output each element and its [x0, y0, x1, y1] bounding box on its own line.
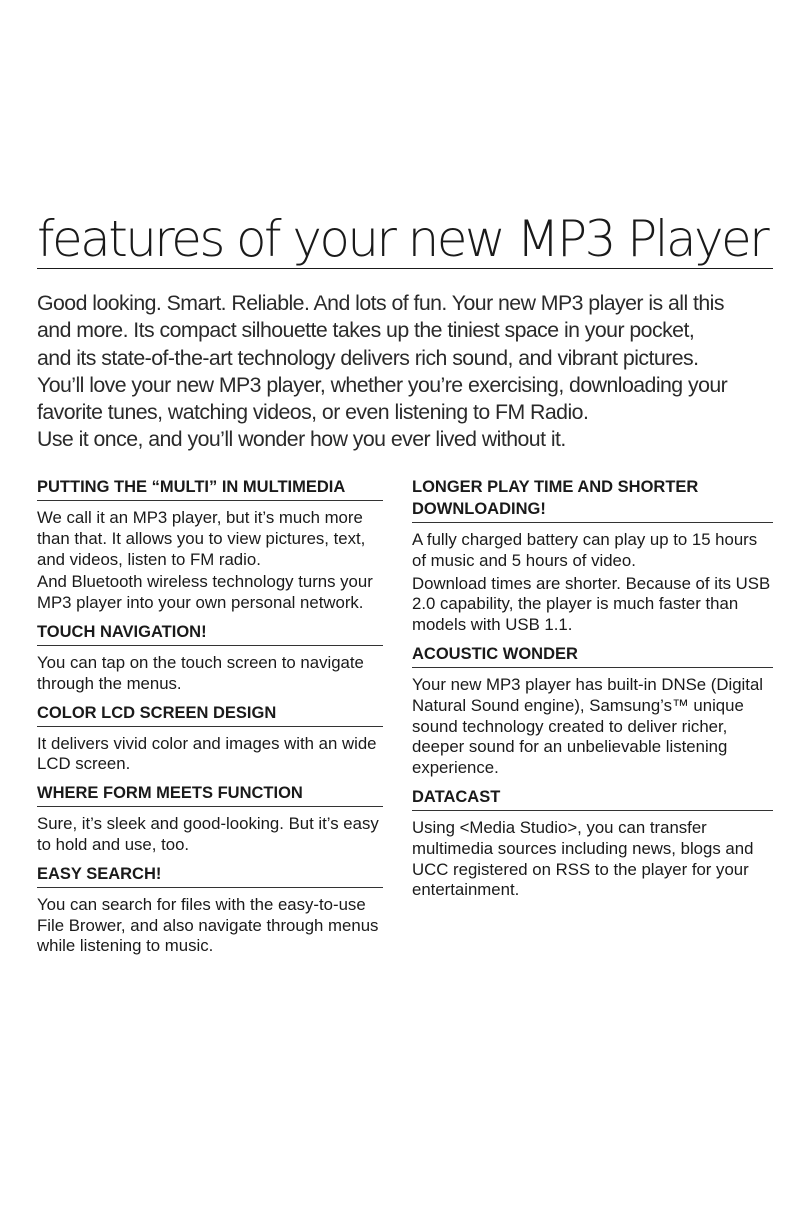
section-heading: WHERE FORM MEETS FUNCTION: [37, 782, 383, 807]
section-body: [412, 818, 773, 901]
section-paragraph: Using <Media Studio>, you can transfer multimedia sources including news, blogs and UCC registered on RSS to the player for your entertainment.: [412, 817, 754, 900]
section-paragraph: You can search for files with the easy-to-use File Brower, and also navigate through menus while listening to music.: [37, 894, 379, 956]
section-paragraph: Sure, it’s sleek and good-looking. But it’s easy to hold and use, too.: [37, 814, 379, 854]
right-column: [412, 476, 773, 908]
left-column: [37, 476, 383, 964]
section-heading: COLOR LCD SCREEN DESIGN: [37, 702, 383, 727]
section-paragraph: Download times are shorter. Because of its USB 2.0 capability, the player is much faster than models with USB 1.1.: [412, 573, 771, 635]
section-heading: LONGER PLAY TIME AND SHORTER DOWNLOADING!: [412, 476, 773, 523]
intro-line: and more. Its compact silhouette takes up the tiniest space in your pocket,: [37, 318, 695, 343]
manual-page: [37, 0, 773, 1205]
section-multimedia: [37, 476, 383, 614]
section-body: [412, 530, 773, 636]
section-body: [37, 653, 383, 695]
intro-line: Use it once, and you’ll wonder how you ever lived without it.: [37, 427, 566, 452]
section-heading: ACOUSTIC WONDER: [412, 643, 773, 668]
page-title: features of your new MP3 Player: [37, 210, 773, 269]
section-paragraph: A fully charged battery can play up to 15 hours of music and 5 hours of video.: [412, 530, 758, 570]
section-body: [37, 814, 383, 856]
section-touch-navigation: [37, 621, 383, 695]
section-body: [412, 675, 773, 779]
section-paragraph: Your new MP3 player has built-in DNSe (Digital Natural Sound engine), Samsung’s™ unique sound technology created to deliver richer, deeper sound for an unbelievable listening experience.: [412, 674, 764, 778]
intro-line: You’ll love your new MP3 player, whether you’re exercising, downloading your: [37, 372, 728, 397]
section-heading: DATACAST: [412, 786, 773, 811]
section-paragraph: And Bluetooth wireless technology turns your MP3 player into your own personal network.: [37, 572, 373, 613]
intro-line: Good looking. Smart. Reliable. And lots of fun. Your new MP3 player is all this: [37, 291, 724, 315]
section-paragraph: We call it an MP3 player, but it’s much more than that. It allows you to view pictures, text, and videos, listen to FM radio.: [37, 508, 366, 569]
section-paragraph: You can tap on the touch screen to navigate through the menus.: [37, 652, 364, 693]
section-body: [37, 734, 383, 776]
section-color-lcd: [37, 702, 383, 776]
intro-line: favorite tunes, watching videos, or even listening to FM Radio.: [37, 400, 589, 425]
section-paragraph: It delivers vivid color and images with an wide LCD screen.: [37, 733, 377, 774]
section-heading: PUTTING THE “MULTI” IN MULTIMEDIA: [37, 476, 383, 501]
section-easy-search: [37, 863, 383, 957]
section-datacast: [412, 786, 773, 901]
section-acoustic-wonder: [412, 643, 773, 779]
section-play-time: [412, 476, 773, 636]
section-heading: TOUCH NAVIGATION!: [37, 621, 383, 646]
section-form-function: [37, 782, 383, 856]
section-heading: EASY SEARCH!: [37, 863, 383, 888]
intro-line: and its state-of-the-art technology delivers rich sound, and vibrant pictures.: [37, 345, 699, 370]
intro-paragraph: [37, 290, 773, 454]
section-body: [37, 895, 383, 957]
section-body: [37, 508, 383, 614]
